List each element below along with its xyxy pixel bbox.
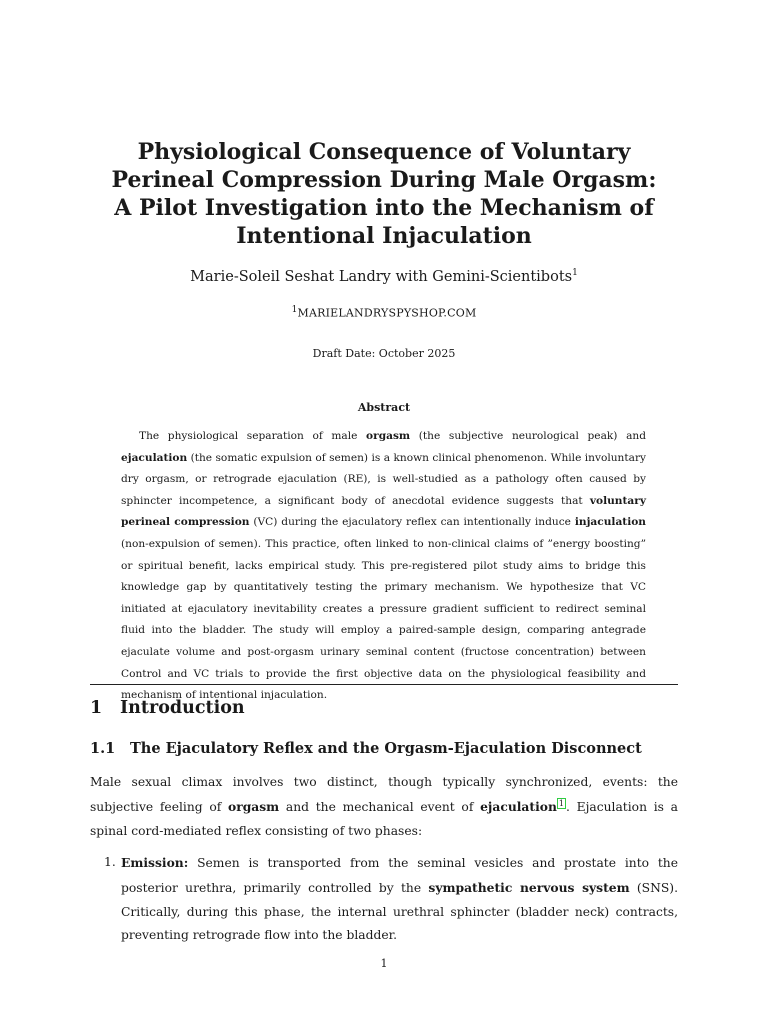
- subsection-heading: [90, 740, 642, 757]
- abstract-body: [121, 426, 646, 707]
- abstract-text: (non-expulsion of semen). This practice, often linked to non-clinical claims of ”energy boosting” or spiritual benefit, lacks empirical study. This pre-registered pilot study aims to bridge this knowledge gap by quantitatively testing the primary mechanism. We hypothesize that VC initiated at ejaculatory inevitability creates a pressure gradient sufficient to redirect seminal fluid into the bladder. The study will employ a paired-sample design, comparing antegrade ejaculate volume and post-orgasm urinary seminal content (fructose concentration) between Control and VC trials to provide the first objective data on the physiological feasibility and mechanism of intentional injaculation.: [121, 537, 646, 702]
- abstract-text: (the somatic expulsion of semen) is a known clinical phenomenon. While involuntary dry orgasm, or retrograde ejaculation (RE), is well-studied as a pathology often caused by sphincter incompetence, a significant body of anecdotal evidence suggests that: [121, 451, 646, 507]
- abstract-bold-term: orgasm: [366, 430, 411, 442]
- author-names: Marie-Soleil Seshat Landry with Gemini-Scientibots: [190, 268, 573, 285]
- intro-text: and the mechanical event of: [279, 799, 481, 814]
- abstract-text: (the subjective neurological peak) and: [410, 430, 646, 442]
- page-number: 1: [380, 957, 388, 970]
- list-marker: 1.: [104, 855, 116, 869]
- author-affil-mark: 1: [572, 268, 578, 278]
- paper-title: Physiological Consequence of Voluntary Perineal Compression During Male Orgasm: A Pilot Investigation into the Mechanism of Intentional Injaculation: [111, 139, 657, 249]
- author-line: [0, 268, 768, 285]
- section-number: 1: [90, 698, 103, 718]
- list-item-term: Emission:: [121, 855, 189, 870]
- abstract-bold-term: voluntary perineal compression: [121, 494, 646, 529]
- subsection-title: The Ejaculatory Reflex and the Orgasm-Ejaculation Disconnect: [130, 740, 642, 757]
- affiliation-mark: 1: [291, 305, 298, 315]
- intro-bold-term: ejaculation: [480, 798, 557, 814]
- abstract-bold-term: ejaculation: [121, 451, 188, 464]
- affiliation: [0, 305, 768, 320]
- abstract-bold-term: injaculation: [574, 516, 646, 529]
- abstract-text: The physiological separation of male: [139, 430, 367, 442]
- abstract-divider: [90, 684, 678, 685]
- list-item-text: (SNS). Critically, during this phase, the internal urethral sphincter (bladder neck) contracts, preventing retrograde flow into the bladder.: [121, 880, 678, 943]
- ejaculation-phases-list: [90, 851, 678, 948]
- subsection-number: 1.1: [90, 740, 116, 757]
- list-item-text: Semen is transported from the seminal vesicles and prostate into the posterior urethra, primarily controlled by the: [121, 856, 678, 895]
- intro-text: Male sexual climax involves two distinct, though typically synchronized, events: the subjective feeling of: [90, 775, 678, 814]
- section-heading-introduction: [90, 698, 245, 718]
- abstract-heading: Abstract: [357, 401, 411, 414]
- intro-paragraph: [90, 771, 678, 843]
- draft-date: Draft Date: October 2025: [312, 347, 456, 360]
- intro-text: . Ejaculation is a spinal cord-mediated reflex consisting of two phases:: [90, 799, 678, 838]
- list-item: [90, 851, 678, 948]
- footnote-link[interactable]: 1: [558, 798, 564, 808]
- abstract-text: (VC) during the ejaculatory reflex can intentionally induce: [249, 516, 575, 529]
- list-item-bold: sympathetic nervous system: [428, 879, 630, 895]
- intro-bold-term: orgasm: [228, 798, 280, 814]
- section-title: Introduction: [120, 698, 245, 718]
- affiliation-text: MARIELANDRYSPYSHOP.COM: [297, 306, 477, 320]
